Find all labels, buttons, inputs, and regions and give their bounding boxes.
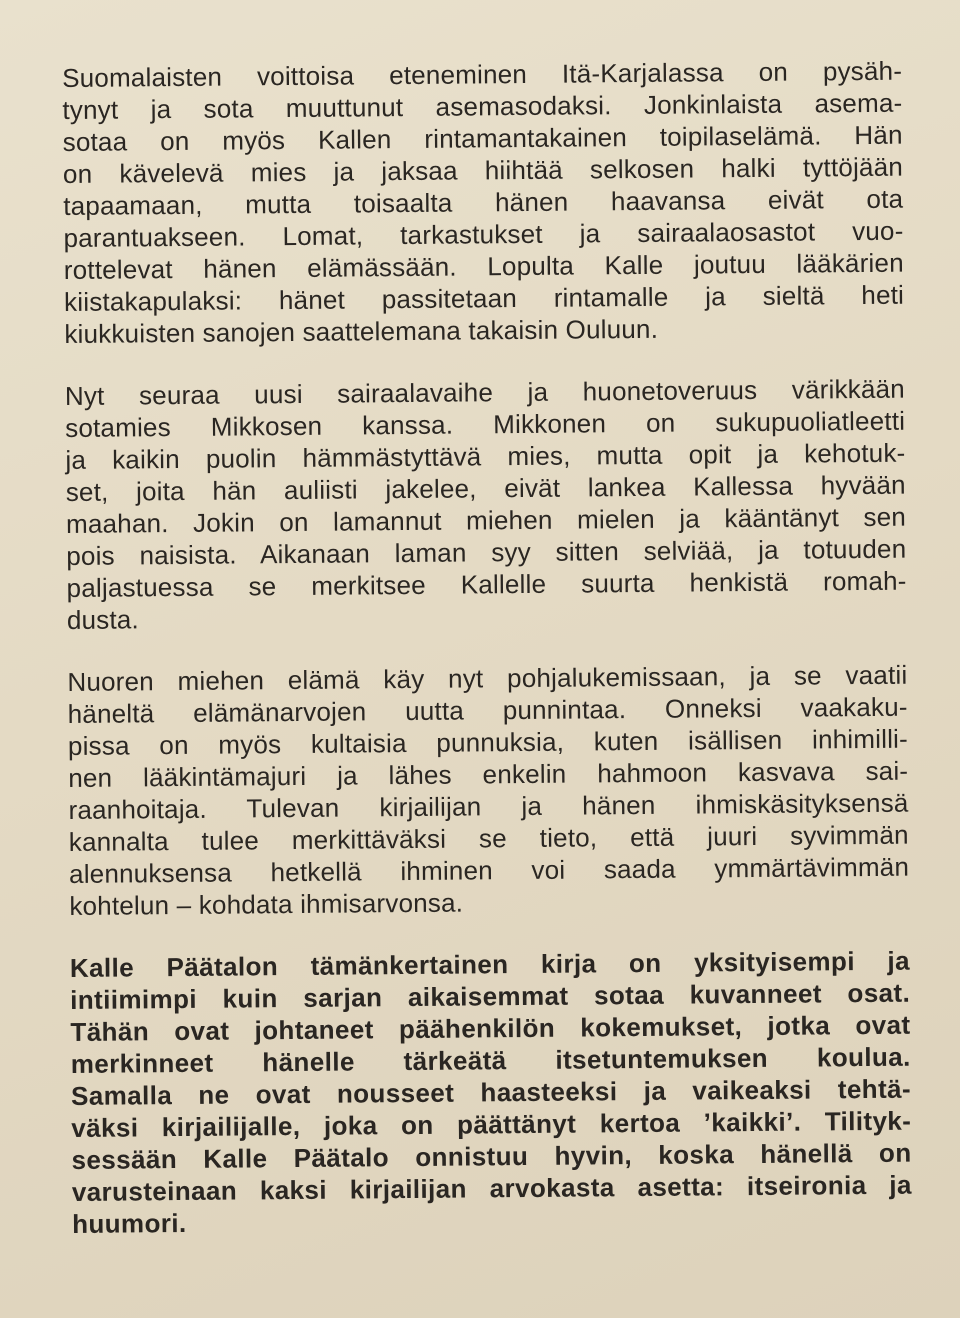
text-line: raanhoitaja. Tulevan kirjailijan ja hänen ihmiskäsityksensä: [68, 787, 909, 825]
text-line: rottelevat hänen elämässään. Lopulta Kalle joutuu lääkärien: [63, 247, 904, 285]
paragraph-2: [65, 373, 907, 636]
text-line: sotaa on myös Kallen rintamantakainen toipilaselämä. Hän: [62, 119, 903, 157]
text-line: paljastuessa se merkitsee Kallelle suurta henkistä romah-: [66, 565, 907, 603]
text-line: alennuksensa hetkellä ihminen voi saada ymmärtävimmän: [68, 851, 910, 889]
text-line: sotamies Mikkosen kanssa. Mikkonen on sukupuoliatleetti: [65, 405, 906, 443]
text-line: nen lääkintämajuri ja lähes enkelin hahmoon kasvava sai-: [68, 755, 909, 793]
text-line: pois naisista. Aikanaan laman syy sitten selviää, ja totuuden: [66, 533, 907, 571]
text-line: huumori.: [72, 1207, 187, 1239]
text-line: parantuakseen. Lomat, tarkastukset ja sairaalaosastot vuo-: [63, 215, 904, 253]
text-line: dusta.: [66, 604, 140, 635]
text-line: Nuoren miehen elämä käy nyt pohjalukemissaan, ja se vaatii: [67, 659, 908, 697]
text-line: intiimimpi kuin sarjan aikaisemmat sotaa kuvanneet osat.: [70, 977, 911, 1015]
text-line: Suomalaisten voittoisa eteneminen Itä-Karjalassa on pysäh-: [62, 55, 903, 93]
text-line: varusteinaan kaksi kirjailijan arvokasta asetta: itseironia ja: [71, 1169, 912, 1207]
text-line: kannalta tulee merkittäväksi se tieto, että juuri syvimmän: [68, 819, 909, 857]
text-line: maahan. Jokin on lamannut miehen mielen ja kääntänyt sen: [65, 501, 907, 539]
paragraph-3: [67, 659, 909, 922]
paragraph-4: [70, 945, 912, 1240]
book-back-cover-text: [62, 55, 913, 1270]
text-line: tapaamaan, mutta toisaalta hänen haavansa eivät ota: [63, 183, 904, 221]
text-line: pissa on myös kultaisia punnuksia, kuten isällisen inhimilli-: [67, 723, 909, 761]
text-line: kohtelun – kohdata ihmisarvonsa.: [69, 887, 464, 921]
text-line: tynyt ja sota muuttunut asemasodaksi. Jonkinlaista asema-: [62, 87, 903, 125]
text-line: merkinneet hänelle tärkeätä itsetuntemuksen koulua.: [70, 1041, 911, 1079]
text-line: on kävelevä mies ja jaksaa hiihtää selkosen halki tyttöjään: [62, 151, 904, 189]
text-line: häneltä elämänarvojen uutta punnintaa. Onneksi vaakaku-: [67, 691, 908, 729]
text-line: ja kaikin puolin hämmästyttävä mies, mutta opit ja kehotuk-: [65, 437, 906, 475]
text-line: sessään Kalle Päätalo onnistuu hyvin, koska hänellä on: [71, 1137, 912, 1175]
text-line: set, joita hän auliisti jakelee, eivät lankea Kallessa hyvään: [65, 469, 906, 507]
paragraph-1: [62, 55, 904, 350]
text-line: Samalla ne ovat nousseet haasteeksi ja vaikeaksi tehtä-: [70, 1073, 912, 1111]
text-line: Nyt seuraa uusi sairaalavaihe ja huonetoveruus värikkään: [64, 373, 906, 411]
text-line: Tähän ovat johtaneet päähenkilön kokemukset, jotka ovat: [70, 1009, 911, 1047]
text-line: väksi kirjailijalle, joka on päättänyt kertoa ’kaikki’. Tilityk-: [71, 1105, 912, 1143]
text-line: Kalle Päätalon tämänkertainen kirja on yksityisempi ja: [69, 945, 911, 983]
text-line: kiistakapulaksi: hänet passitetaan rintamalle ja sieltä heti: [63, 279, 905, 317]
text-line: kiukkuisten sanojen saattelemana takaisin Ouluun.: [64, 313, 659, 349]
